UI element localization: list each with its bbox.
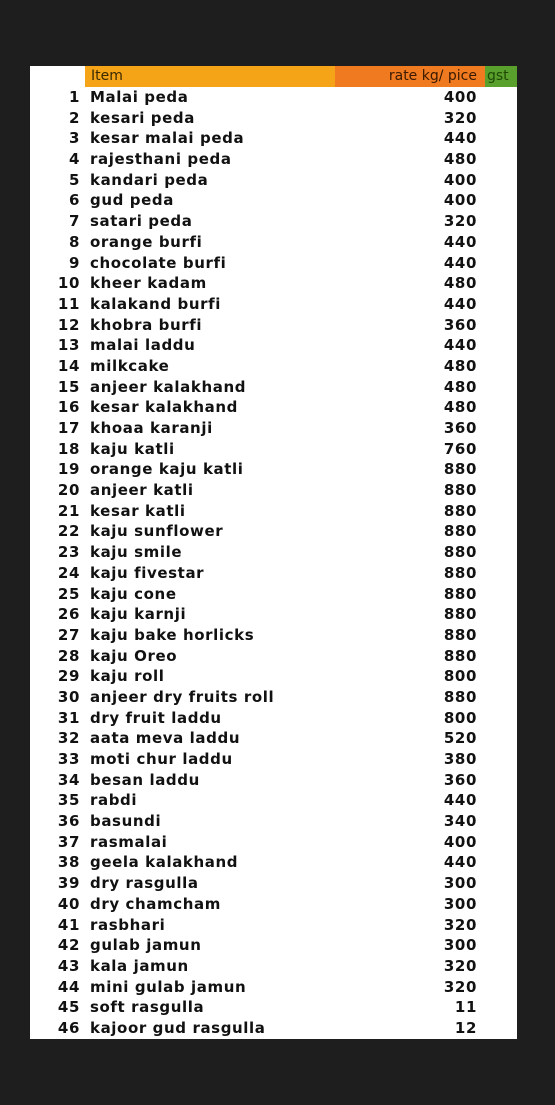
table-row [30, 356, 517, 377]
row-number: 4 [68, 150, 80, 169]
item-name: soft rasgulla [90, 998, 205, 1017]
item-name: kajoor gud rasgulla [90, 1018, 266, 1037]
item-rate: 880 [443, 605, 477, 624]
row-number: 31 [57, 708, 80, 727]
table-row [30, 625, 517, 646]
item-column-header: Item [85, 66, 335, 87]
table-row [30, 604, 517, 625]
table-row [30, 397, 517, 418]
table-row [30, 584, 517, 605]
item-name: dry fruit laddu [90, 708, 222, 727]
item-name: kalakand burfi [90, 294, 221, 313]
item-rate: 300 [443, 936, 477, 955]
table-row [30, 646, 517, 667]
table-row [30, 770, 517, 791]
item-rate: 880 [443, 543, 477, 562]
item-rate: 480 [443, 398, 477, 417]
table-row [30, 294, 517, 315]
item-rate: 400 [443, 170, 477, 189]
table-row [30, 915, 517, 936]
row-number: 44 [57, 977, 80, 996]
table-row [30, 749, 517, 770]
table-row [30, 956, 517, 977]
item-name: kaju bake horlicks [90, 625, 255, 644]
item-name: khoaa karanji [90, 419, 213, 437]
item-rate: 440 [443, 853, 477, 872]
row-number: 21 [57, 501, 80, 520]
item-name: kesar malai peda [90, 129, 245, 148]
row-number: 35 [57, 791, 80, 810]
item-name: rajesthani peda [90, 150, 232, 169]
row-number: 5 [68, 170, 80, 189]
item-rate: 440 [443, 791, 477, 810]
item-rate: 400 [443, 88, 477, 106]
item-name: malai laddu [90, 336, 196, 355]
item-name: anjeer katli [90, 481, 194, 500]
item-rate: 320 [443, 108, 477, 127]
row-number: 39 [57, 874, 80, 893]
item-name: gud peda [90, 191, 174, 210]
item-name: anjeer kalakhand [90, 377, 247, 396]
item-name: kaju sunflower [90, 522, 224, 541]
rate-column-header: rate kg/ pice [335, 66, 485, 87]
table-row [30, 935, 517, 956]
table-row [30, 87, 517, 108]
row-number: 37 [57, 832, 80, 851]
row-number: 34 [57, 770, 80, 789]
table-row [30, 149, 517, 170]
item-name: rabdi [90, 791, 138, 810]
table-row [30, 873, 517, 894]
table-row [30, 708, 517, 729]
item-rate: 440 [443, 129, 477, 148]
table-row [30, 335, 517, 356]
item-name: geela kalakhand [90, 853, 239, 872]
row-number: 33 [57, 750, 80, 768]
item-rate: 320 [443, 212, 477, 231]
item-name: satari peda [90, 212, 193, 231]
item-rate: 880 [443, 481, 477, 500]
row-number: 25 [57, 584, 80, 603]
table-row [30, 170, 517, 191]
item-name: kheer kadam [90, 274, 207, 293]
row-number: 26 [57, 605, 80, 624]
item-rate: 11 [454, 998, 477, 1017]
item-name: besan laddu [90, 770, 200, 789]
item-rate: 880 [443, 625, 477, 644]
row-number: 16 [57, 398, 80, 417]
item-rate: 800 [443, 708, 477, 727]
row-number: 3 [68, 129, 80, 148]
table-row [30, 501, 517, 522]
table-row [30, 211, 517, 232]
row-number: 19 [57, 460, 80, 479]
table-row [30, 1018, 517, 1039]
item-name: khobra burfi [90, 315, 203, 334]
table-row [30, 108, 517, 129]
row-number: 24 [57, 563, 80, 582]
price-list-sheet [30, 66, 517, 1039]
row-number: 42 [57, 936, 80, 955]
row-number: 46 [57, 1018, 80, 1037]
table-row [30, 811, 517, 832]
table-row [30, 480, 517, 501]
item-name: dry chamcham [90, 894, 221, 913]
row-number: 36 [57, 812, 80, 831]
row-number: 13 [57, 336, 80, 355]
item-name: kaju fivestar [90, 563, 205, 582]
row-number: 11 [57, 294, 80, 313]
item-list [30, 87, 517, 1039]
row-number: 41 [57, 915, 80, 934]
item-name: kesar katli [90, 501, 186, 520]
table-row [30, 542, 517, 563]
item-rate: 520 [443, 729, 477, 748]
gst-column-header: gst [485, 66, 517, 87]
item-rate: 480 [443, 274, 477, 293]
item-name: dry rasgulla [90, 874, 199, 893]
table-row [30, 687, 517, 708]
table-row [30, 977, 517, 998]
item-rate: 480 [443, 377, 477, 396]
row-number: 14 [57, 356, 80, 375]
item-name: rasbhari [90, 915, 166, 934]
row-number: 15 [57, 377, 80, 396]
table-row [30, 377, 517, 398]
table-row [30, 439, 517, 460]
item-rate: 880 [443, 646, 477, 665]
row-number: 10 [57, 274, 80, 293]
item-rate: 880 [443, 522, 477, 541]
row-number: 17 [57, 419, 80, 437]
table-row [30, 273, 517, 294]
row-number: 43 [57, 956, 80, 975]
item-rate: 880 [443, 563, 477, 582]
row-number: 2 [68, 108, 80, 127]
item-rate: 880 [443, 687, 477, 706]
row-number: 20 [57, 481, 80, 500]
item-name: kesar kalakhand [90, 398, 238, 417]
item-rate: 320 [443, 915, 477, 934]
item-rate: 800 [443, 667, 477, 686]
row-number: 12 [57, 315, 80, 334]
table-row [30, 666, 517, 687]
item-name: moti chur laddu [90, 750, 233, 768]
row-number: 30 [57, 687, 80, 706]
item-name: kaju cone [90, 584, 177, 603]
item-rate: 360 [443, 770, 477, 789]
item-name: rasmalai [90, 832, 168, 851]
item-rate: 400 [443, 832, 477, 851]
item-name: kaju katli [90, 439, 175, 458]
row-number: 27 [57, 625, 80, 644]
row-number: 1 [68, 88, 80, 106]
table-row [30, 315, 517, 336]
item-rate: 300 [443, 894, 477, 913]
table-row [30, 728, 517, 749]
item-rate: 440 [443, 232, 477, 251]
item-rate: 880 [443, 501, 477, 520]
row-number: 32 [57, 729, 80, 748]
item-name: kaju roll [90, 667, 165, 686]
item-rate: 360 [443, 419, 477, 437]
row-number: 6 [68, 191, 80, 210]
table-row [30, 418, 517, 439]
row-number: 8 [68, 232, 80, 251]
row-number: 22 [57, 522, 80, 541]
item-name: aata meva laddu [90, 729, 241, 748]
item-name: kesari peda [90, 108, 195, 127]
item-name: kaju karnji [90, 605, 187, 624]
row-number: 38 [57, 853, 80, 872]
item-rate: 320 [443, 977, 477, 996]
table-row [30, 521, 517, 542]
item-name: Malai peda [90, 88, 189, 106]
item-name: milkcake [90, 356, 170, 375]
item-name: kandari peda [90, 170, 209, 189]
item-name: gulab jamun [90, 936, 202, 955]
item-rate: 440 [443, 336, 477, 355]
item-name: anjeer dry fruits roll [90, 687, 275, 706]
item-rate: 380 [443, 750, 477, 768]
index-header-cell [30, 66, 85, 87]
table-row [30, 253, 517, 274]
item-rate: 880 [443, 584, 477, 603]
item-rate: 340 [443, 812, 477, 831]
item-name: orange burfi [90, 232, 203, 251]
item-rate: 12 [454, 1018, 477, 1037]
row-number: 9 [68, 253, 80, 272]
item-name: kaju smile [90, 543, 183, 562]
item-rate: 480 [443, 150, 477, 169]
table-row [30, 232, 517, 253]
item-rate: 320 [443, 956, 477, 975]
item-name: chocolate burfi [90, 253, 227, 272]
item-rate: 760 [443, 439, 477, 458]
table-row [30, 894, 517, 915]
row-number: 29 [57, 667, 80, 686]
item-rate: 400 [443, 191, 477, 210]
table-row [30, 190, 517, 211]
item-name: mini gulab jamun [90, 977, 247, 996]
item-rate: 300 [443, 874, 477, 893]
item-name: kaju Oreo [90, 646, 178, 665]
table-row [30, 790, 517, 811]
item-name: basundi [90, 812, 162, 831]
row-number: 45 [57, 998, 80, 1017]
table-row [30, 128, 517, 149]
item-rate: 880 [443, 460, 477, 479]
table-row [30, 459, 517, 480]
table-row [30, 852, 517, 873]
table-row [30, 563, 517, 584]
row-number: 28 [57, 646, 80, 665]
table-row [30, 832, 517, 853]
item-rate: 480 [443, 356, 477, 375]
item-name: orange kaju katli [90, 460, 244, 479]
row-number: 18 [57, 439, 80, 458]
item-rate: 440 [443, 294, 477, 313]
row-number: 23 [57, 543, 80, 562]
item-rate: 440 [443, 253, 477, 272]
item-rate: 360 [443, 315, 477, 334]
item-name: kala jamun [90, 956, 189, 975]
row-number: 40 [57, 894, 80, 913]
row-number: 7 [68, 212, 80, 231]
table-row [30, 997, 517, 1018]
